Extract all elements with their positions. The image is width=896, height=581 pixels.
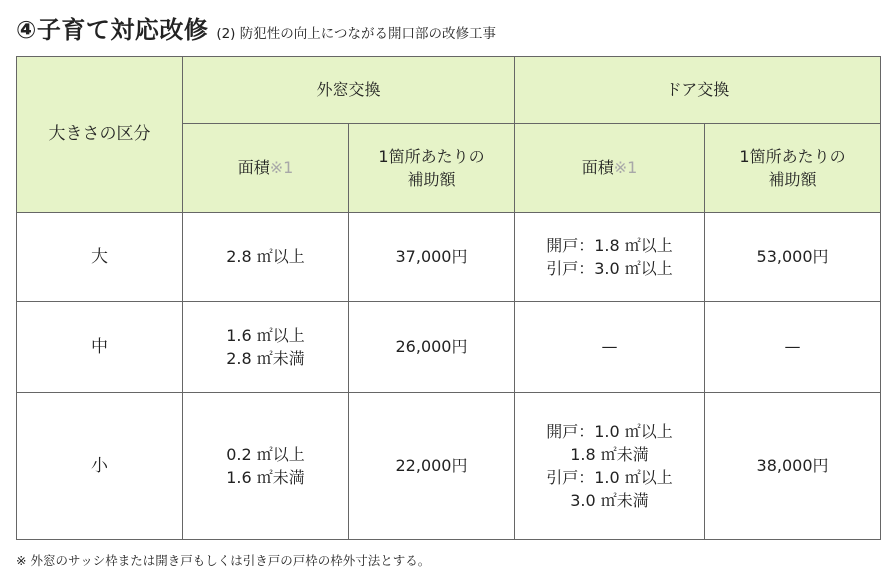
area-line: — [601,337,618,357]
table-row [17,302,881,393]
area-line: 1.8 ㎡未満 [570,444,649,464]
page-subtitle: (2) 防犯性の向上につながる開口部の改修工事 [216,26,496,42]
table-row [17,213,881,302]
size-cell: 大 [17,213,183,302]
window-subsidy-cell: 26,000円 [349,302,515,393]
area-line: 1.6 ㎡以上 [226,325,305,345]
subsidy-header-line: 1箇所あたりの [739,146,846,166]
note-mark: ※1 [269,158,294,178]
door-area-cell [515,302,705,393]
door-area-header [515,124,705,213]
table-header-row [17,57,881,124]
window-subsidy-cell: 37,000円 [349,213,515,302]
window-area-cell [183,213,349,302]
window-area-header [183,124,349,213]
size-cell: 中 [17,302,183,393]
area-label: 面積 [581,158,614,178]
subsidy-header-line: 1箇所あたりの [378,146,485,166]
table-row [17,393,881,540]
area-line: 引戸：3.0 ㎡以上 [546,259,673,278]
subsidy-table [16,56,881,540]
door-group-header: ドア交換 [515,57,881,124]
page-title: ④子育て対応改修 [16,16,209,44]
door-area-cell [515,213,705,302]
size-column-header: 大きさの区分 [17,57,183,213]
door-subsidy-cell: 53,000円 [705,213,881,302]
window-subsidy-cell: 22,000円 [349,393,515,540]
window-subsidy-header [349,124,515,213]
area-line: 2.8 ㎡以上 [226,247,305,267]
window-area-cell [183,393,349,540]
door-subsidy-cell: — [705,302,881,393]
area-line: 引戸：1.0 ㎡以上 [546,468,673,487]
subsidy-header-line: 補助額 [407,170,456,189]
door-subsidy-header [705,124,881,213]
area-line: 2.8 ㎡未満 [226,349,305,368]
window-group-header: 外窓交換 [183,57,515,124]
area-line: 開戸：1.0 ㎡以上 [546,421,673,441]
door-subsidy-cell: 38,000円 [705,393,881,540]
area-line: 0.2 ㎡以上 [226,444,305,464]
footnote: ※ 外窓のサッシ枠または開き戸もしくは引き戸の戸枠の枠外寸法とする。 [16,553,431,568]
page-heading [16,10,496,45]
window-area-cell [183,302,349,393]
subsidy-header-line: 補助額 [768,170,817,189]
door-area-cell [515,393,705,540]
size-cell: 小 [17,393,183,540]
area-line: 3.0 ㎡未満 [570,491,649,511]
area-line: 1.6 ㎡未満 [226,468,305,487]
area-label: 面積 [237,158,270,178]
area-line: 開戸：1.8 ㎡以上 [546,235,673,255]
note-mark: ※1 [613,158,638,178]
